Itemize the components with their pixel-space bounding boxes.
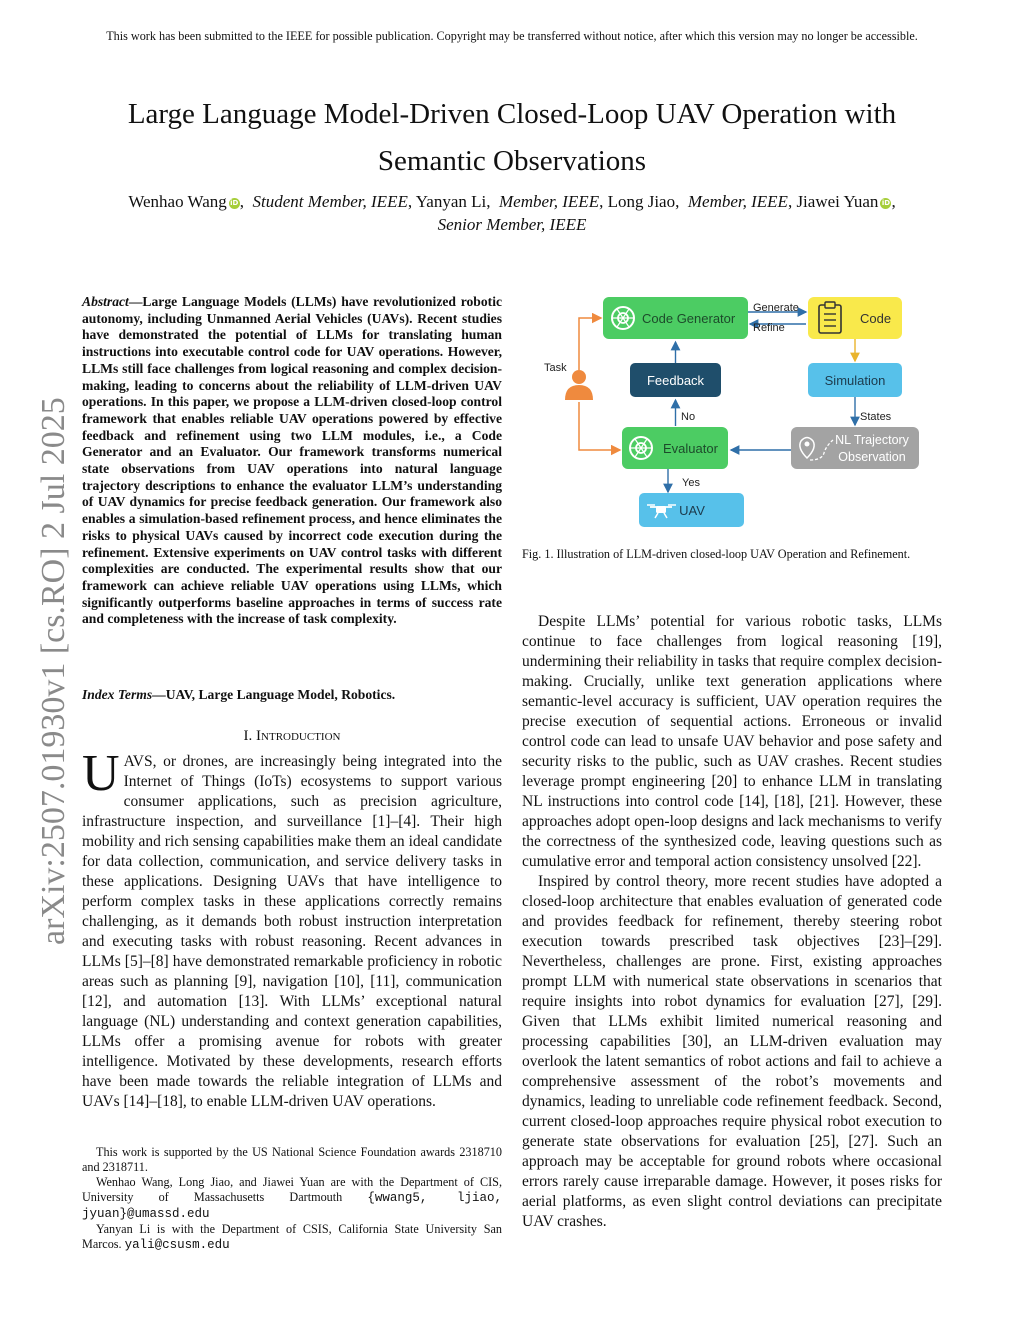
author-1-name: Wenhao Wang bbox=[128, 192, 227, 211]
code-generator-node bbox=[603, 297, 748, 339]
uav-label: UAV bbox=[679, 503, 705, 518]
index-terms bbox=[82, 686, 502, 703]
intro-text: AVS, or drones, are increasingly being integrated into the Internet of Things (IoTs) ecosystems to support various consumer applications, such as precision agriculture, infrastructure inspection, and surveillance [1]–[4]. Their high mobility and rich sensing capabilities make them an ideal candidate for data collection, communication, and service delivery tasks in these applications. Designing UAVs that have intelligence to perform complex tasks in these applications correctly remains challenging, as it demands both robust instruction interpretation and executing tasks with robust reasoning. Recent advances in LLMs [5]–[8] have demonstrated remarkable proficiency in robotic areas such as planning [9], navigation [10], [11], communication [12], and automation [13]. With LLMs’ exceptional natural language (NL) understanding and context generation capabilities, LLMs offer a promising avenue for robots with greater intelligence. Motivated by these developments, research efforts have been made towards the reliable integration of LLMs and UAVs [14]–[18], to enable LLM-driven UAV operations. bbox=[82, 753, 502, 1110]
title-line-1: Large Language Model-Driven Closed-Loop UAV Operation with bbox=[127, 98, 897, 130]
author-3-role: Member, IEEE bbox=[687, 192, 788, 211]
simulation-node bbox=[808, 363, 902, 397]
orcid-icon[interactable]: iD bbox=[881, 199, 891, 207]
right-column-body bbox=[522, 612, 942, 1232]
orcid-icon[interactable]: iD bbox=[230, 199, 239, 207]
paragraph: Inspired by control theory, more recent studies have adopted a closed-loop architecture that enables evaluation of generated code and provides feedback for refinement, thereby steering robot execution towards prescribed task objectives [23]–[29]. Nevertheless, challenges are prone. First, existing approaches prompt LLM with numerical state observations in scenarios that require insights into robot dynamics for evaluation [27], [29]. Given that LLMs exhibit limited numerical reasoning and processing capabilities [30], an LLM-driven evaluation may overlook the latent semantics of robot actions and fail to achieve a comprehensive assessment of the robot’s movements and dynamics, leading to unreliable code refinement feedback. Second, current closed-loop approaches require physical robot execution to generate state observations for evaluation [25], [27]. Such an approach may be acceptable for ground robots where occasional errors rarely cause irreparable damage. However, it poses risks for aerial platforms, as even slight control deviations can precipitate UAV crashes. bbox=[522, 873, 942, 1230]
abstract bbox=[82, 294, 502, 628]
author-4-role: Senior Member, IEEE bbox=[437, 215, 587, 234]
evaluator-label: Evaluator bbox=[663, 441, 718, 456]
task-label: Task bbox=[544, 362, 567, 374]
abstract-text: —Large Language Models (LLMs) have revolutionized robotic autonomy, including Unmanned Aerial Vehicles (UAVs). Recent studies have demonstrated the potential of LLMs for translating human instructions into executable control code for UAV operations. However, LLMs still face challenges from logical reasoning and complex decision-making, leading to concerns about the reliability of LLM-driven UAV operations. In this paper, we propose a LLM-driven closed-loop control framework that enables reliable UAV operations powered by effective feedback and refinement using two LLM modules, i.e., a Code Generator and an Evaluator. Our framework transforms numerical state observations from UAV operations into natural language trajectory descriptions to enhance the evaluator LLM’s understanding of UAV dynamics for precise feedback generation. Our framework also enables a simulation-based refinement process, and hence eliminates the risks to physical UAVs caused by incorrect code execution during the refinement. Extensive experiments on UAV control tasks with different complexities are conducted. The experimental results show that our framework can achieve reliable UAV operations using LLMs, which significantly outperforms baseline approaches in terms of success rate and completeness with the increase of task complexity. bbox=[82, 294, 502, 627]
author-3-name: Long Jiao, bbox=[607, 192, 680, 211]
submission-notice: This work has been submitted to the IEEE for possible publication. Copyright may be transferred without notice, after which this version may no longer be accessible. bbox=[106, 29, 918, 43]
author-2-name: Yanyan Li, bbox=[415, 192, 491, 211]
author-1-role: Student Member, IEEE bbox=[252, 192, 408, 211]
author-list: Wenhao Wang iD, Student Member, IEEE, Yanyan Li, Member, IEEE, Long Jiao, Member, IEEE, Jiawei Yuan iD, Senior Member, IEEE bbox=[128, 192, 896, 234]
title-line-2: Semantic Observations bbox=[377, 145, 647, 177]
author-2-role: Member, IEEE bbox=[499, 192, 600, 211]
task-to-evaluator-arrow bbox=[579, 402, 620, 450]
code-label: Code bbox=[860, 311, 892, 326]
figure-1-diagram bbox=[522, 290, 942, 540]
footnotes bbox=[82, 1145, 502, 1253]
figure-caption: Fig. 1. Illustration of LLM-driven closed-loop UAV Operation and Refinement. bbox=[522, 547, 911, 561]
intro-paragraph bbox=[82, 745, 502, 1112]
paragraph: Despite LLMs’ potential for various robotic tasks, LLMs continue to face challenges from logical reasoning [19], undermining their reliability in tasks that require complex decision-making. Crucially, unlike text generation applications where semantic-level accuracy is sufficient, UAV operation requires the precise execution of sequential actions. Erroneous or invalid control code can lead to unsafe UAV behavior and pose safety and security risks to the public, such as UAV crashes. Recent studies leverage prompt engineering [20] to enhance LLM in translating NL instructions into control code [14], [18], [21]. However, these approaches adopt open-loop designs and lack mechanisms to verify the correctness of the synthesized code, leaving questions such as cumulative error and temporal action consistency unsolved [22]. bbox=[522, 613, 942, 870]
footnote-affiliation-1: Wenhao Wang, Long Jiao, and Jiawei Yuan are with the Department of CIS, University of Massachusetts Dartmouth {wwang5, ljiao, jyuan}@umassd.edu bbox=[82, 1175, 502, 1221]
nl-trajectory-label-2: Observation bbox=[838, 450, 906, 464]
abstract-label: Abstract bbox=[82, 294, 129, 309]
footnote-affiliation-2: Yanyan Li is with the Department of CSIS, California State University San Marcos. yali@csusm.edu bbox=[82, 1222, 502, 1252]
nl-trajectory-label-1: NL Trajectory bbox=[835, 433, 909, 447]
uav-node bbox=[639, 493, 744, 527]
nl-trajectory-node bbox=[791, 427, 919, 469]
simulation-label: Simulation bbox=[824, 373, 886, 388]
generate-label: Generate bbox=[753, 302, 799, 314]
code-node bbox=[808, 297, 902, 339]
paper-title bbox=[60, 91, 964, 185]
arxiv-stamp bbox=[20, 380, 80, 950]
drop-cap: U bbox=[82, 745, 120, 802]
footnote-funding: This work is supported by the US National Science Foundation awards 2318710 and 2318711. bbox=[82, 1145, 502, 1174]
code-generator-label: Code Generator bbox=[642, 311, 736, 326]
author-4-name: Jiawei Yuan bbox=[796, 192, 879, 211]
email-link[interactable]: {wwang5, ljiao, jyuan}@umassd.edu bbox=[82, 1191, 502, 1221]
feedback-node bbox=[630, 363, 721, 397]
task-to-generator-arrow bbox=[579, 318, 601, 370]
feedback-label: Feedback bbox=[646, 373, 705, 388]
arxiv-stamp-text: arXiv:2507.01930v1 [cs.RO] 2 Jul 2025 bbox=[35, 397, 72, 945]
section-title: Introduction bbox=[256, 728, 341, 744]
refine-label: Refine bbox=[753, 322, 785, 334]
email-link[interactable]: yali@csusm.edu bbox=[124, 1238, 230, 1252]
user-icon bbox=[565, 370, 593, 400]
yes-label: Yes bbox=[682, 477, 700, 489]
section-heading bbox=[82, 728, 502, 745]
evaluator-node bbox=[622, 427, 728, 469]
section-number: I. bbox=[243, 728, 253, 744]
states-label: States bbox=[860, 411, 892, 423]
index-terms-label: Index Terms bbox=[82, 687, 153, 702]
index-terms-text: —UAV, Large Language Model, Robotics. bbox=[152, 687, 396, 702]
no-label: No bbox=[681, 411, 696, 423]
